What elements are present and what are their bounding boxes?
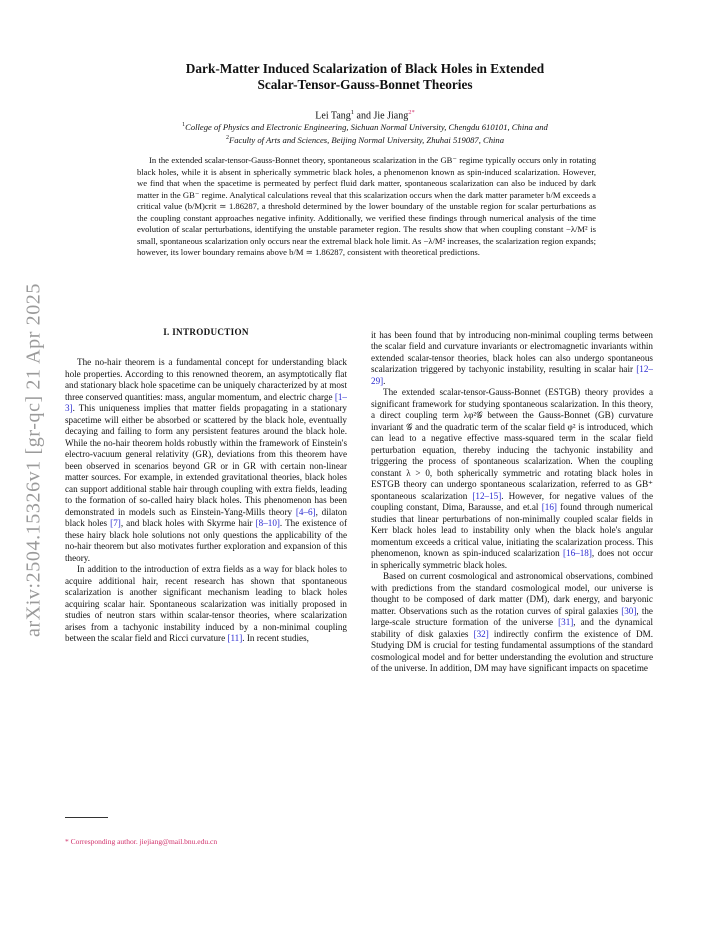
- affiliations: [100, 120, 630, 146]
- text-run: . This uniqueness implies that matter fields propagating in a stationary spacetime will either be absorbed or scattered by the black hole, eventually decaying and failing to form any persistent features around the black hole. While the no-hair theorem holds robustly within the framework of Einstein's electro-vacuum general relativity (GR), deviations from this theorem have been observed in scenarios beyond GR or in GR with certain non-linear matter sources. For example, in extended gravitational theories, black holes can support additional stable hair through coupling with extra fields, leading to the formation of so-called hairy black holes. This phenomenon has been demonstrated in models such as Einstein-Yang-Mills theory: [65, 403, 347, 517]
- affiliation-2: Faculty of Arts and Sciences, Beijing Normal University, Zhuhai 519087, China: [228, 134, 505, 145]
- citation-link[interactable]: [7]: [110, 518, 121, 529]
- text-run: found through numerical studies that linear perturbations of non-minimally coupled scalar fields in Kerr black holes lead to instability only when the black hole's angular momentum exceeds a critical value, initiating the scalarization process. This phenomenon, known as spin-induced scalarization: [371, 502, 653, 559]
- citation-link[interactable]: [16]: [541, 502, 557, 513]
- author-2-mark: 2*: [408, 109, 415, 116]
- author-joiner: and: [354, 110, 374, 122]
- arxiv-identifier-stamp: [14, 250, 54, 670]
- paper-title: [110, 61, 620, 93]
- citation-link[interactable]: [16–18]: [563, 548, 592, 559]
- text-run: . In recent studies,: [242, 633, 309, 644]
- text-run: , dilaton black holes: [65, 506, 347, 529]
- right-column: [371, 330, 653, 675]
- text-run: it has been found that by introducing non-minimal coupling terms between the scalar field and curvature invariants or electromagnetic invariants within extended scalar-tensor theories, black holes can also undergo spontaneous scalarization triggered by tachyonic instability, resulting in scalar hair: [371, 330, 653, 375]
- intro-paragraph-1: [65, 357, 347, 564]
- affiliation-1: College of Physics and Electronic Engineering, Sichuan Normal University, Chengdu 610101, China and: [185, 121, 548, 132]
- author-1-mark: 1: [350, 109, 355, 116]
- text-run: . However, for negative values of the coupling constant, Dima, Barausse, and et.al: [371, 490, 653, 513]
- abstract: In the extended scalar-tensor-Gauss-Bonnet theory, spontaneous scalarization in the GB⁻ regime typically occurs only in rotating black holes, while it is absent in spherically symmetric black holes, a phenomenon known as spin-induced scalarization. However, we find that when the spacetime is permeated by perfect fluid dark matter, spontaneous scalarization can also be induced by dark matter in the GB⁻ regime. Analytical calculations reveal that this scalarization occurs when the dark matter parameter b/M exceeds a critical value (b/M)crit ≃ 1.86287, a threshold determined by the lower boundary of the unstable region for scalar perturbations as the coupling constant approaches negative infinity. Additionally, we verified these findings through numerical analysis of the time evolution of scalar perturbations, identifying the unstable parameter region. The results show that when coupling constant −λ/M² is small, spontaneous scalarization only occurs near the extremal black hole limit. As −λ/M² increases, the scalarization region expands; however, its lower boundary remains above b/M ≃ 1.86287, consistent with theoretical predictions.: [137, 155, 596, 257]
- citation-link[interactable]: [4–6]: [295, 506, 316, 517]
- citation-link[interactable]: [11]: [227, 633, 243, 644]
- citation-link[interactable]: [32]: [473, 628, 489, 639]
- author-2: Jie Jiang: [373, 110, 409, 122]
- text-run: In addition to the introduction of extra fields as a way for black holes to acquire additional hair, recent research has shown that spontaneous scalarization is another significant mechanism leading to black holes acquiring scalar hair. Spontaneous scalarization was initially proposed in studies of neutron stars within scalar-tensor theories, where scalarization arises from a tachyonic instability induced by a non-minimal coupling between the scalar field and Ricci curvature: [65, 564, 347, 644]
- corresponding-author-footnote[interactable]: * Corresponding author. jiejiang@mail.bnu.edu.cn: [65, 837, 218, 846]
- citation-link[interactable]: [8–10]: [255, 518, 280, 529]
- affiliation-1-mark: 1: [182, 122, 186, 128]
- text-run: , does not occur in spherically symmetric black holes.: [371, 548, 653, 570]
- intro-paragraph-2: [65, 564, 347, 644]
- text-run: The extended scalar-tensor-Gauss-Bonnet (ESTGB) theory provides a significant framework for studying spontaneous scalarization. In this theory, a direct coupling term λφ²𝒢 between the Gauss-Bonnet (GB) curvature invariant 𝒢 and the quadratic term of the scalar field φ² is introduced, which can lead to a negative effective mass-squared term in the scalar field perturbation equation, thereby inducing the tachyonic instability and triggering the process of spontaneous scalarization. When the coupling constant λ > 0, both spherically symmetric and rotating black holes in ESTGB theory can undergo spontaneous scalarization, referred to as GB⁺ spontaneous scalarization: [371, 387, 653, 501]
- citation-link[interactable]: [12–29]: [371, 364, 653, 386]
- text-run: .: [383, 375, 386, 386]
- text-run: , the large-scale structure formation of the universe: [371, 605, 653, 628]
- intro-paragraph-3: [371, 387, 653, 571]
- title-line-2: Scalar-Tensor-Gauss-Bonnet Theories: [257, 77, 473, 92]
- citation-link[interactable]: [31]: [558, 617, 574, 628]
- affiliation-2-mark: 2: [225, 134, 229, 141]
- author-1: Lei Tang: [315, 110, 351, 122]
- text-run: The no-hair theorem is a fundamental concept for understanding black hole properties. According to this renowned theorem, an asymptotically flat and stationary black hole spacetime can be uniquely characterized by at most three conserved quantities: mass, angular momentum, and electric charge: [65, 357, 347, 402]
- text-run: , and the dynamical stability of disk galaxies: [371, 617, 653, 639]
- citation-link[interactable]: [12–15]: [472, 490, 502, 501]
- intro-paragraph-2-continued: [371, 330, 653, 387]
- section-heading-introduction: I. INTRODUCTION: [163, 327, 249, 337]
- intro-paragraph-4: [371, 571, 653, 674]
- text-run: indirectly confirm the existence of DM. Studying DM is crucial for testing fundamental assumptions of the standard cosmological model and for better understanding the evolution and structure of the universe. In addition, DM may have significant impacts on spacetime: [371, 628, 653, 674]
- footnote-divider: [65, 817, 108, 818]
- text-run: , and black holes with Skyrme hair: [120, 518, 256, 529]
- text-run: . The existence of these hairy black hole solutions not only questions the applicability of the no-hair theorem but also motivates further exploration and expansion of this theory.: [65, 518, 347, 563]
- text-run: Based on current cosmological and astronomical observations, combined with predictions from the standard cosmological model, our universe is thought to be composed of dark matter (DM), dark energy, and baryonic matter. Observations such as the rotation curves of spiral galaxies: [371, 571, 653, 616]
- arxiv-identifier-text: arXiv:2504.15326v1 [gr-qc] 21 Apr 2025: [22, 282, 45, 638]
- citation-link[interactable]: [1–3]: [65, 391, 347, 414]
- title-line-1: Dark-Matter Induced Scalarization of Black Holes in Extended: [185, 61, 545, 76]
- citation-link[interactable]: [30]: [621, 605, 637, 616]
- left-column: [65, 327, 347, 645]
